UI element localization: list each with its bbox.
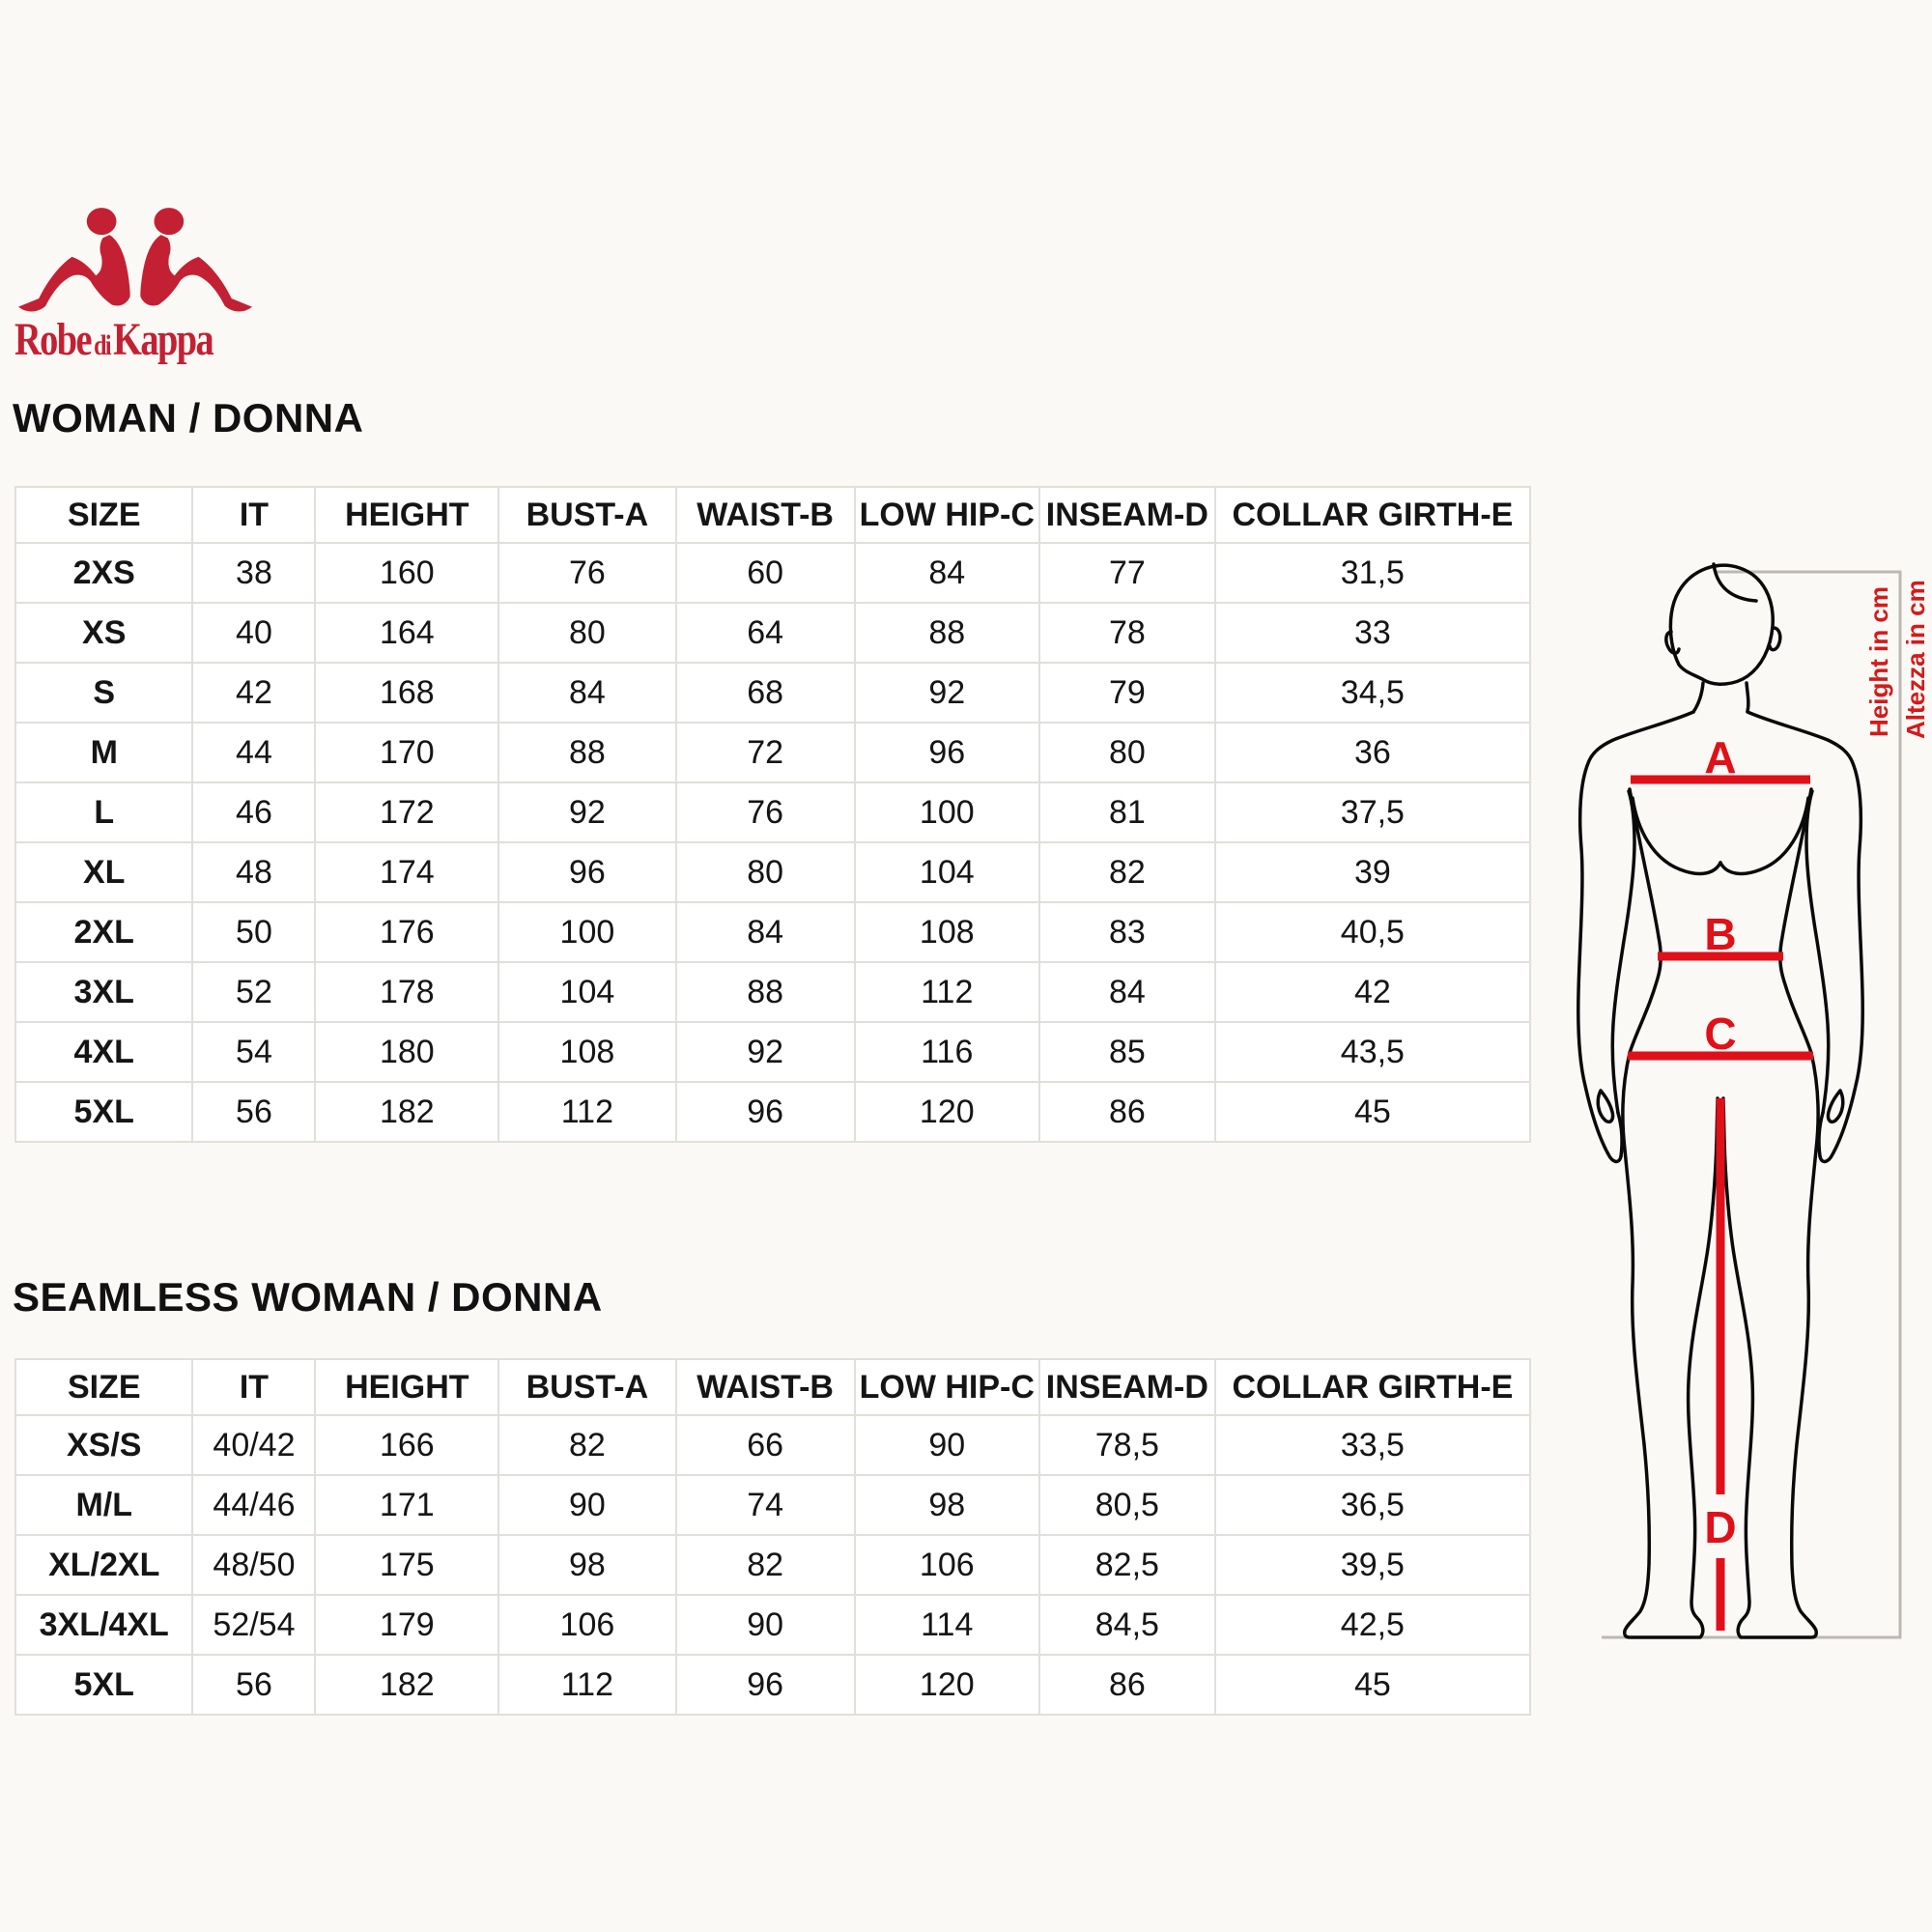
value-cell: 52	[192, 962, 315, 1022]
column-header: WAIST-B	[676, 487, 855, 543]
body-measurement-figure	[1565, 541, 1932, 1642]
value-cell: 76	[498, 543, 675, 603]
value-cell: 84	[1039, 962, 1215, 1022]
table-row	[15, 782, 1530, 842]
value-cell: 81	[1039, 782, 1215, 842]
torso-leg-right	[1723, 789, 1818, 1637]
seamless-size-table	[14, 1358, 1531, 1716]
section-title-woman: WOMAN / DONNA	[13, 395, 364, 440]
value-cell: 96	[855, 723, 1039, 782]
column-header: COLLAR GIRTH-E	[1215, 487, 1530, 543]
value-cell: 52/54	[192, 1595, 315, 1655]
value-cell: 160	[315, 543, 498, 603]
value-cell: 84	[855, 543, 1039, 603]
value-cell: 40/42	[192, 1415, 315, 1475]
table-row	[15, 1022, 1530, 1082]
column-header: LOW HIP-C	[855, 487, 1039, 543]
value-cell: 106	[498, 1595, 675, 1655]
size-cell: 3XL	[15, 962, 192, 1022]
header-row	[15, 1359, 1530, 1415]
size-cell: 3XL/4XL	[15, 1595, 192, 1655]
value-cell: 64	[676, 603, 855, 663]
value-cell: 96	[676, 1655, 855, 1715]
value-cell: 85	[1039, 1022, 1215, 1082]
value-cell: 72	[676, 723, 855, 782]
value-cell: 83	[1039, 902, 1215, 962]
value-cell: 34,5	[1215, 663, 1530, 723]
value-cell: 112	[498, 1082, 675, 1142]
value-cell: 78	[1039, 603, 1215, 663]
value-cell: 180	[315, 1022, 498, 1082]
size-cell: 4XL	[15, 1022, 192, 1082]
table-row	[15, 1475, 1530, 1535]
value-cell: 120	[855, 1655, 1039, 1715]
value-cell: 88	[855, 603, 1039, 663]
height-note-en: Height in cm	[1864, 585, 1893, 737]
value-cell: 80	[1039, 723, 1215, 782]
value-cell: 33	[1215, 603, 1530, 663]
label-a: A	[1704, 732, 1737, 782]
value-cell: 175	[315, 1535, 498, 1595]
brand-wordmark	[14, 314, 213, 365]
value-cell: 170	[315, 723, 498, 782]
value-cell: 176	[315, 902, 498, 962]
value-cell: 178	[315, 962, 498, 1022]
body-figure-svg	[1565, 541, 1932, 1642]
section-title-seamless: SEAMLESS WOMAN / DONNA	[13, 1274, 603, 1320]
value-cell: 36	[1215, 723, 1530, 782]
value-cell: 48/50	[192, 1535, 315, 1595]
label-d: D	[1704, 1502, 1737, 1552]
value-cell: 74	[676, 1475, 855, 1535]
table-row	[15, 1082, 1530, 1142]
value-cell: 86	[1039, 1655, 1215, 1715]
table-row	[15, 1535, 1530, 1595]
value-cell: 43,5	[1215, 1022, 1530, 1082]
value-cell: 92	[498, 782, 675, 842]
value-cell: 45	[1215, 1655, 1530, 1715]
column-header: BUST-A	[498, 1359, 675, 1415]
value-cell: 108	[855, 902, 1039, 962]
thumb-left	[1598, 1091, 1612, 1122]
column-header: HEIGHT	[315, 1359, 498, 1415]
body-left-half	[1578, 712, 1720, 1637]
value-cell: 82,5	[1039, 1535, 1215, 1595]
size-cell: L	[15, 782, 192, 842]
inner-arm-right	[1806, 791, 1829, 1113]
column-header: LOW HIP-C	[855, 1359, 1039, 1415]
table-row	[15, 1595, 1530, 1655]
value-cell: 100	[498, 902, 675, 962]
value-cell: 120	[855, 1082, 1039, 1142]
table-row	[15, 842, 1530, 902]
value-cell: 48	[192, 842, 315, 902]
value-cell: 182	[315, 1082, 498, 1142]
value-cell: 112	[498, 1655, 675, 1715]
size-cell: XL/2XL	[15, 1535, 192, 1595]
table-row	[15, 603, 1530, 663]
value-cell: 66	[676, 1415, 855, 1475]
height-note-it: Altezza in cm	[1901, 580, 1930, 739]
value-cell: 38	[192, 543, 315, 603]
column-header: BUST-A	[498, 487, 675, 543]
kappa-omini-icon	[14, 203, 256, 313]
value-cell: 90	[855, 1415, 1039, 1475]
size-cell: M/L	[15, 1475, 192, 1535]
table-row	[15, 1655, 1530, 1715]
value-cell: 54	[192, 1022, 315, 1082]
value-cell: 114	[855, 1595, 1039, 1655]
value-cell: 76	[676, 782, 855, 842]
value-cell: 106	[855, 1535, 1039, 1595]
value-cell: 79	[1039, 663, 1215, 723]
value-cell: 166	[315, 1415, 498, 1475]
value-cell: 92	[855, 663, 1039, 723]
value-cell: 40	[192, 603, 315, 663]
value-cell: 80	[498, 603, 675, 663]
value-cell: 172	[315, 782, 498, 842]
value-cell: 50	[192, 902, 315, 962]
value-cell: 179	[315, 1595, 498, 1655]
value-cell: 31,5	[1215, 543, 1530, 603]
neck-left	[1693, 683, 1703, 712]
measurement-marks	[1628, 732, 1813, 1631]
value-cell: 174	[315, 842, 498, 902]
table-row	[15, 1415, 1530, 1475]
value-cell: 84	[498, 663, 675, 723]
size-cell: M	[15, 723, 192, 782]
value-cell: 39,5	[1215, 1535, 1530, 1595]
wordmark-di: di	[94, 329, 110, 361]
value-cell: 98	[855, 1475, 1039, 1535]
column-header: SIZE	[15, 1359, 192, 1415]
value-cell: 90	[498, 1475, 675, 1535]
value-cell: 68	[676, 663, 855, 723]
table-row	[15, 543, 1530, 603]
value-cell: 116	[855, 1022, 1039, 1082]
size-cell: 2XS	[15, 543, 192, 603]
value-cell: 46	[192, 782, 315, 842]
wordmark-kappa: Kappa	[113, 314, 213, 365]
column-header: IT	[192, 487, 315, 543]
value-cell: 108	[498, 1022, 675, 1082]
table-row	[15, 962, 1530, 1022]
value-cell: 104	[855, 842, 1039, 902]
value-cell: 36,5	[1215, 1475, 1530, 1535]
size-cell: 2XL	[15, 902, 192, 962]
table-row	[15, 902, 1530, 962]
value-cell: 56	[192, 1655, 315, 1715]
label-b: B	[1704, 909, 1737, 959]
size-cell: XL	[15, 842, 192, 902]
value-cell: 60	[676, 543, 855, 603]
column-header: INSEAM-D	[1039, 1359, 1215, 1415]
column-header: HEIGHT	[315, 487, 498, 543]
size-cell: S	[15, 663, 192, 723]
value-cell: 88	[676, 962, 855, 1022]
wordmark-robe: Robe	[14, 314, 91, 365]
size-cell: 5XL	[15, 1655, 192, 1715]
value-cell: 44/46	[192, 1475, 315, 1535]
value-cell: 164	[315, 603, 498, 663]
value-cell: 80	[676, 842, 855, 902]
value-cell: 42,5	[1215, 1595, 1530, 1655]
column-header: INSEAM-D	[1039, 487, 1215, 543]
value-cell: 84	[676, 902, 855, 962]
value-cell: 80,5	[1039, 1475, 1215, 1535]
value-cell: 39	[1215, 842, 1530, 902]
value-cell: 77	[1039, 543, 1215, 603]
value-cell: 45	[1215, 1082, 1530, 1142]
value-cell: 42	[192, 663, 315, 723]
header-row	[15, 487, 1530, 543]
value-cell: 82	[1039, 842, 1215, 902]
thumb-right	[1828, 1091, 1842, 1122]
column-header: WAIST-B	[676, 1359, 855, 1415]
value-cell: 182	[315, 1655, 498, 1715]
value-cell: 88	[498, 723, 675, 782]
value-cell: 171	[315, 1475, 498, 1535]
column-header: IT	[192, 1359, 315, 1415]
value-cell: 37,5	[1215, 782, 1530, 842]
value-cell: 98	[498, 1535, 675, 1595]
value-cell: 96	[498, 842, 675, 902]
value-cell: 56	[192, 1082, 315, 1142]
size-cell: XS	[15, 603, 192, 663]
value-cell: 78,5	[1039, 1415, 1215, 1475]
value-cell: 100	[855, 782, 1039, 842]
neck-right	[1747, 683, 1748, 711]
value-cell: 112	[855, 962, 1039, 1022]
column-header: SIZE	[15, 487, 192, 543]
value-cell: 44	[192, 723, 315, 782]
column-header: COLLAR GIRTH-E	[1215, 1359, 1530, 1415]
woman-size-table	[14, 486, 1531, 1143]
label-c: C	[1704, 1009, 1737, 1059]
brand-logo	[14, 203, 258, 363]
value-cell: 92	[676, 1022, 855, 1082]
value-cell: 82	[676, 1535, 855, 1595]
value-cell: 40,5	[1215, 902, 1530, 962]
value-cell: 86	[1039, 1082, 1215, 1142]
inner-arm-left	[1612, 791, 1634, 1113]
body-right-half	[1720, 712, 1862, 1637]
table-row	[15, 663, 1530, 723]
size-cell: XS/S	[15, 1415, 192, 1475]
value-cell: 33,5	[1215, 1415, 1530, 1475]
value-cell: 42	[1215, 962, 1530, 1022]
value-cell: 84,5	[1039, 1595, 1215, 1655]
size-cell: 5XL	[15, 1082, 192, 1142]
value-cell: 104	[498, 962, 675, 1022]
value-cell: 82	[498, 1415, 675, 1475]
value-cell: 96	[676, 1082, 855, 1142]
hair-strand	[1714, 564, 1756, 601]
value-cell: 168	[315, 663, 498, 723]
value-cell: 90	[676, 1595, 855, 1655]
table-row	[15, 723, 1530, 782]
torso-leg-left	[1623, 789, 1718, 1637]
